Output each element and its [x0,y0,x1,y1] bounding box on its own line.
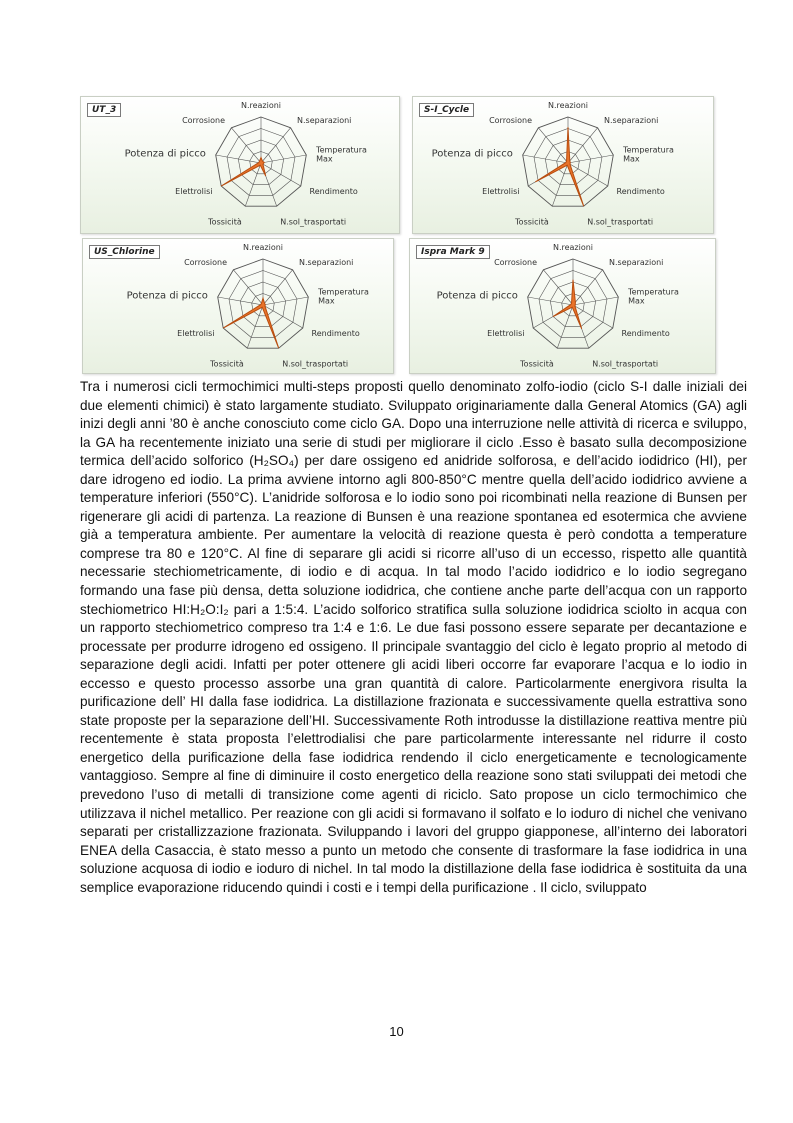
data-series-area [535,127,583,206]
axis-label: N.reazioni [242,243,284,252]
axis-label: Corrosione [184,258,227,268]
axis-label: Elettrolisi [482,187,520,196]
axis-label: Tossicità [515,217,549,227]
grid-spoke [523,155,568,163]
grid-spoke [568,155,613,163]
axis-label: Temperatura Max [318,287,369,306]
radar-svg [83,239,393,373]
grid-spoke [573,297,618,305]
chart-title: S-I_Cycle [419,103,474,117]
chart-title: US_Chlorine [89,245,160,259]
axis-label: N.separazioni [299,258,354,268]
axis-label: Corrosione [182,116,225,126]
radar-svg [413,97,713,233]
axis-label: N.sol_trasportati [587,217,654,227]
axis-label: Elettrolisi [175,187,213,196]
axis-label: Corrosione [489,116,532,126]
radar-svg [81,97,399,233]
grid-spoke [261,128,291,163]
grid-spoke [528,297,573,305]
axis-label: N.sol_trasportati [592,359,659,369]
grid-spoke [261,163,301,186]
grid-spoke [216,155,261,163]
axis-label: Rendimento [621,329,670,338]
axis-label: N.reazioni [547,101,589,110]
axis-label: N.reazioni [240,101,282,110]
axis-label: Potenza di picco [126,290,208,302]
axis-label: N.separazioni [297,116,352,126]
grid-spoke [543,270,573,305]
axis-label: Tossicità [210,359,244,369]
axis-label: Potenza di picco [124,148,206,160]
grid-spoke [261,155,306,163]
grid-spoke [218,297,263,305]
page-number: 10 [389,1024,404,1039]
grid-spoke [568,128,598,163]
axis-label: N.sol_trasportati [282,359,349,369]
axis-label: Rendimento [311,329,360,338]
grid-spoke [263,270,293,305]
axis-label: Tossicità [520,359,554,369]
grid-spoke [573,270,603,305]
axis-label: Temperatura Max [623,145,674,164]
grid-spoke [231,128,261,163]
axis-label: Rendimento [309,187,358,196]
grid-spoke [538,128,568,163]
axis-label: N.reazioni [552,243,594,252]
axis-label: N.separazioni [609,258,664,268]
axis-label: Rendimento [616,187,665,196]
radar-chart-ut3 [80,96,400,234]
axis-label: Potenza di picco [436,290,518,302]
axis-label: Elettrolisi [177,329,215,338]
radar-svg [410,239,715,373]
axis-label: Temperatura Max [316,145,367,164]
radar-chart-ispra-mark-9 [409,238,716,374]
grid-spoke [263,297,308,305]
axis-label: Elettrolisi [487,329,525,338]
axis-label: Potenza di picco [431,148,513,160]
axis-label: N.sol_trasportati [280,217,347,227]
axis-label: Temperatura Max [628,287,679,306]
radar-chart-us-chlorine [82,238,394,374]
chart-title: UT_3 [87,103,121,117]
radar-chart-s-i-cycle [412,96,714,234]
axis-label: Tossicità [208,217,242,227]
body-paragraph [80,378,747,897]
axis-label: N.separazioni [604,116,659,126]
paragraph-text: Tra i numerosi cicli termochimici multi-steps proposti quello denominato zolfo-iodio (ciclo S-I dalle iniziali dei due elementi chimici) è stato largamente studiato. Sviluppato originariamente dalla General Atomics (GA) agli inizi degli anni ’80 è anche conosciuto come ciclo GA. Dopo una interruzione nelle attività di ricerca e sviluppo, la GA ha recentemente iniziato una serie di studi per migliorare il ciclo .Esso è basato sulla decomposizione termica dell’acido solforico (H₂SO₄) per dare ossigeno ed anidride solforosa, e dell’acido iodidrico (HI), per dare idrogeno ed iodio. La prima avviene intorno agli 800-850°C mentre quella dell’acido iodidrico avviene a temperature inferiori (550°C). L’anidride solforosa e lo iodio sono poi ricombinati nella reazione di Bunsen per rigenerare gli acidi di partenza. La reazione di Bunsen è una reazione spontanea ed esotermica che avviene già a temperatura ambiente. Per aumentare la velocità di reazione questa è però condotta a temperature comprese tra 80 e 120°C. Al fine di separare gli acidi si ricorre all’uso di un eccesso, rispetto alle quantità necessarie stechiometricamente, di iodio e di acqua. In tal modo l’acido iodidrico e lo iodio segregano formando una fase più densa, detta soluzione iodidrica, che contiene anche parte dell’acqua con un rapporto stechiometrico HI:H₂O:I₂ pari a 1:5:4. L’acido solforico stratifica sulla soluzione iodidrica sciolto in acqua con un rapporto stechiometrico compreso tra 1:4 e 1:6. Le due fasi possono essere separate per decantazione e processate per produrre idrogeno ed ossigeno. Il principale svantaggio del ciclo è legato proprio al metodo di separazione degli acidi. Infatti per poter ottenere gli acidi liberi occorre far evaporare l’acqua e lo iodio in eccesso e questo processo assorbe una gran quantità di calore. Particolarmente energivora risulta la purificazione dell’ HI dalla fase iodidrica. La distillazione frazionata e successivamente quella estrattiva sono state proposte per la separazione dell’HI. Successivamente Roth introdusse la distillazione reattiva mentre più recentemente è stata proposta l’elettrodialisi che pare particolarmente interessante nel ridurre il costo energetico della purificazione della fase iodidrica rendendo il ciclo energeticamente e tecnologicamente vantaggioso. Sempre al fine di diminuire il costo energetico della reazione sono stati sviluppati dei metodi che prevedono l’uso di metalli di transizione come agenti di riciclo. Sato propose un ciclo termochimico che utilizzava il nichel metallico. Per reazione con gli acidi si formavano il solfato e lo ioduro di nichel che venivano separati per cristallizzazione frazionata. Sviluppando i lavori del gruppo giapponese, all’interno dei laboratori ENEA della Casaccia, è stato messo a punto un metodo che consente di trasformare la fase iodidrica in una soluzione acquosa di iodio e ioduro di nichel. In tal modo la distillazione della fase iodidrica è sostituita da una semplice evaporazione riducendo quindi i costi e i tempi della purificazione . Il ciclo, sviluppato [80,379,747,895]
grid-spoke [233,270,263,305]
axis-label: Corrosione [494,258,537,268]
grid-spoke [573,305,613,328]
chart-title: Ispra Mark 9 [416,245,490,259]
